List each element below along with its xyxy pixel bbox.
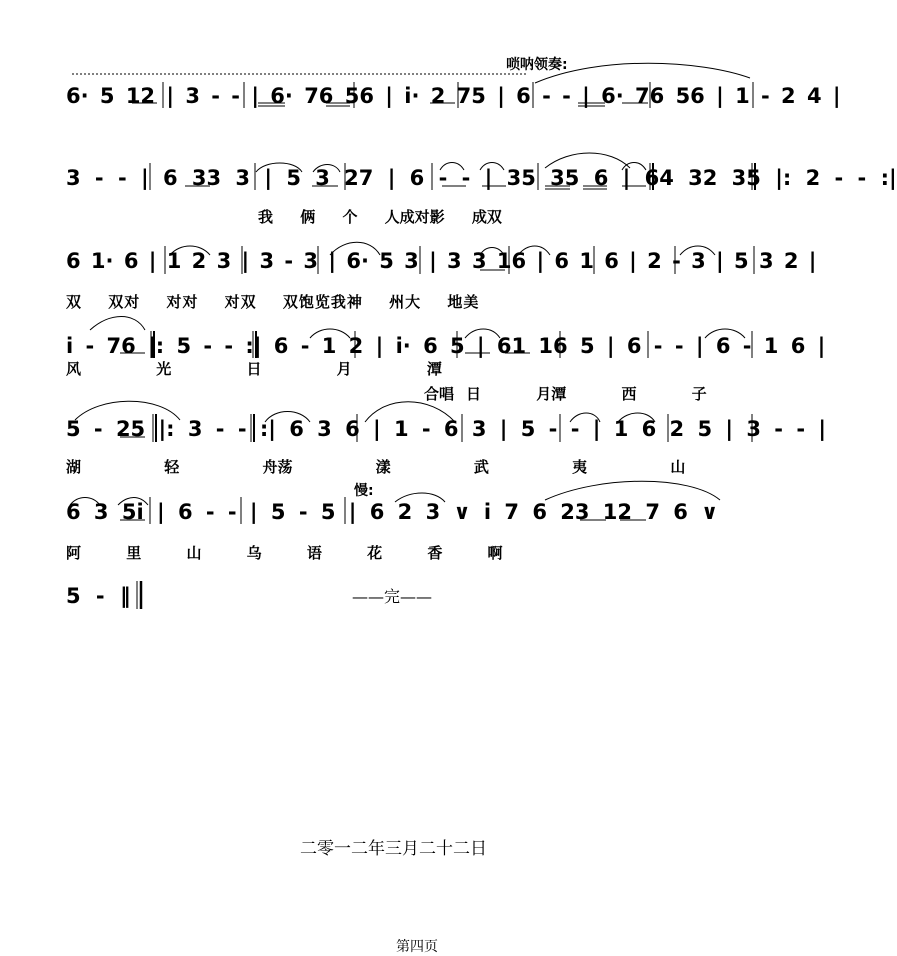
chorus-lyrics: 日 月潭 西 子 bbox=[466, 385, 707, 403]
slow-label: 慢: bbox=[354, 483, 374, 499]
score-row-7-notes: 5 - ‖ bbox=[66, 584, 131, 608]
chorus-label: 合唱 bbox=[424, 385, 455, 403]
score-row-4-lyrics: 风 光 日 月 潭 bbox=[66, 360, 442, 378]
score-row-6-lyrics: 阿 里 山 乌 语 花 香 啊 bbox=[66, 544, 503, 562]
score-row-5-notes: 5 - 25 |: 3 - - :| 6 3 6 | 1 - 6 3 | 5 - - | 1 6 2 5 | 3 - - | bbox=[66, 417, 827, 441]
score-row-1-notes: 6· 5 12 | 3 - - | 6· 76 56 | i· 2 75 | 6 - - | 6· 76 56 | 1 - 2 4 | bbox=[66, 84, 841, 108]
score-row-4-notes: i - 76 |: 5 - - :| 6 - 1 2 | i· 6 5 | 61 16 5 | 6 - - | 6 - 1 6 | bbox=[66, 334, 826, 358]
page-number: 第四页 bbox=[396, 939, 438, 955]
score-row-5-lyrics: 湖 轻 舟荡 漾 武 夷 山 bbox=[66, 458, 686, 476]
end-mark: ——完—— bbox=[352, 587, 433, 606]
score-row-6-notes: 6 3 5i | 6 - - | 5 - 5 | 6 2 3 ∨ i 7 6 23 12 7 6 ∨ bbox=[66, 500, 719, 524]
score-row-3-lyrics: 双 双对 对对 对双 双饱览我神 州大 地美 bbox=[66, 293, 480, 311]
score-row-3-notes: 6 1· 6 | 1 2 3 | 3 - 3 | 6· 5 3 | 3 3 16 | 6 1 6 | 2 - 3 | 5 3 2 | bbox=[66, 249, 817, 273]
score-row-2-lyrics: 我 俩 个 人成对影 成双 bbox=[258, 208, 502, 226]
score-row-2-notes: 3 - - | 6 33 3 | 5 3 27 | 6 - - | 35 35 6 | 64 32 35 |: 2 - - :| bbox=[66, 166, 897, 190]
date-line: 二零一二年三月二十二日 bbox=[300, 839, 487, 859]
intro-label: 唢呐领奏: bbox=[506, 57, 568, 73]
